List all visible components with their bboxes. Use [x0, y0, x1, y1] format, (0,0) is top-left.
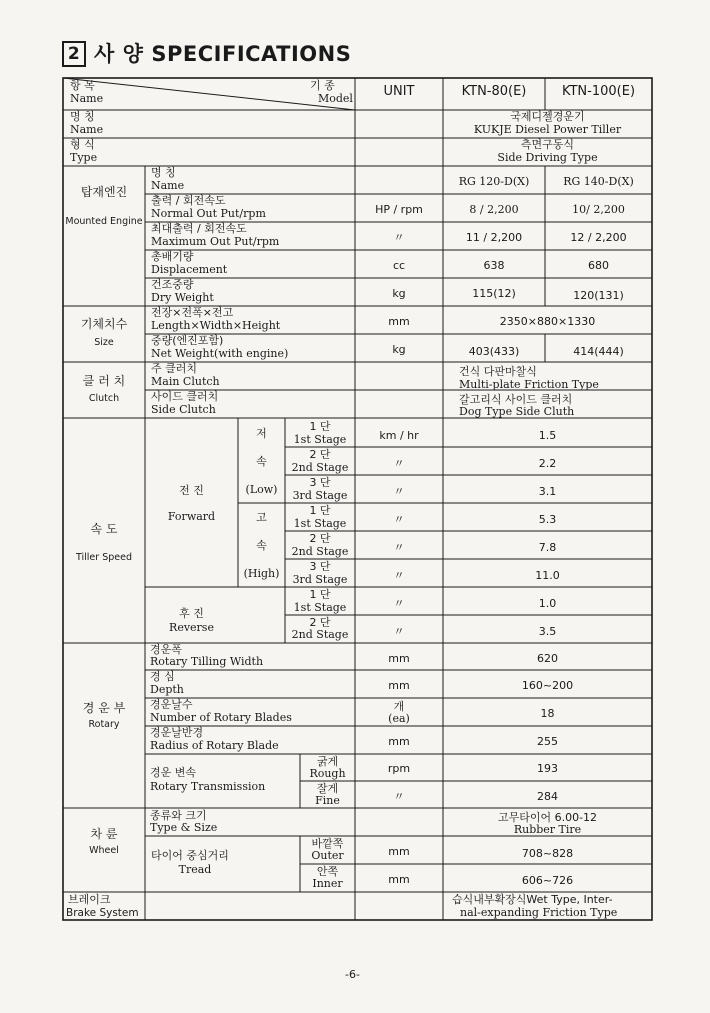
- brake-value-line-2: nal-expanding Friction Type: [460, 906, 618, 919]
- engine-name-english: Name: [151, 179, 185, 192]
- inner-korean: 안쪽: [316, 865, 339, 878]
- stage-unit: 〃: [393, 457, 405, 470]
- depth-korean: 경 심: [150, 670, 175, 683]
- tire-type-value-english: Rubber Tire: [513, 823, 582, 836]
- stage-label-korean: 3 단: [309, 476, 331, 489]
- section-number: 2: [62, 41, 86, 67]
- dimensions-english: Length×Width×Height: [151, 319, 281, 332]
- net-weight-english: Net Weight(with engine): [151, 347, 289, 360]
- displacement-korean: 총배기량: [151, 250, 194, 263]
- page-number: -6-: [345, 968, 360, 981]
- blades-value: 18: [540, 707, 555, 720]
- dry-weight-value-1: 115(12): [472, 287, 516, 300]
- stage-value: 3.5: [538, 625, 557, 638]
- low-korean-1: 저: [256, 427, 267, 440]
- size-group-korean: 기체치수: [80, 317, 128, 331]
- tilling-width-unit: mm: [388, 652, 410, 665]
- normal-output-value-2: 10/ 2,200: [572, 203, 625, 216]
- brake-korean: 브레이크: [68, 893, 111, 906]
- type-value-korean: 측면구동식: [520, 138, 575, 151]
- stage-label-english: 3rd Stage: [292, 489, 348, 502]
- engine-name-korean: 명 칭: [151, 166, 176, 179]
- size-group-english: Size: [94, 337, 114, 348]
- radius-korean: 경운날반경: [150, 726, 204, 739]
- stage-unit: 〃: [393, 597, 405, 610]
- tread-english: Tread: [178, 863, 212, 876]
- blades-unit-korean: 개: [393, 700, 405, 713]
- main-clutch-value-english: Multi-plate Friction Type: [459, 378, 599, 391]
- forward-english: Forward: [167, 510, 216, 523]
- displacement-unit: cc: [392, 259, 406, 272]
- stage-unit: 〃: [393, 513, 405, 526]
- depth-english: Depth: [150, 683, 184, 696]
- name-label-korean: 명 칭: [70, 110, 95, 123]
- stage-label-korean: 2 단: [309, 448, 331, 461]
- stage-unit: 〃: [393, 485, 405, 498]
- stage-value: 1.0: [538, 597, 557, 610]
- dimensions-korean: 전장×전폭×전고: [151, 306, 234, 319]
- forward-korean: 전 진: [179, 484, 204, 497]
- type-label-korean: 형 식: [70, 138, 95, 151]
- engine-group-english: Mounted Engine: [65, 216, 143, 227]
- tilling-width-korean: 경운폭: [150, 643, 182, 656]
- dry-weight-english: Dry Weight: [151, 291, 214, 304]
- inner-english: Inner: [312, 877, 343, 890]
- low-english: (Low): [245, 483, 278, 496]
- blades-unit-english: (ea): [388, 712, 410, 725]
- reverse-korean: 후 진: [179, 607, 204, 620]
- inner-value: 606~726: [521, 874, 574, 887]
- stage-unit: 〃: [393, 569, 405, 582]
- brake-english: Brake System: [66, 907, 139, 919]
- outer-value: 708~828: [521, 847, 574, 860]
- stage-label-korean: 1 단: [309, 504, 331, 517]
- stage-value: 7.8: [538, 541, 557, 554]
- net-weight-korean: 중량(엔진포함): [151, 334, 224, 347]
- normal-output-value-1: 8 / 2,200: [469, 203, 519, 216]
- tilling-width-english: Rotary Tilling Width: [150, 655, 264, 668]
- stage-label-english: 1st Stage: [293, 517, 347, 530]
- header-model-english: Model: [318, 92, 353, 105]
- max-output-unit: 〃: [393, 231, 405, 244]
- depth-value: 160~200: [521, 679, 574, 692]
- clutch-group-english: Clutch: [88, 393, 120, 404]
- name-label-english: Name: [70, 123, 104, 136]
- dry-weight-korean: 건조중량: [151, 278, 194, 291]
- displacement-value-1: 638: [483, 259, 505, 272]
- stage-label-english: 1st Stage: [293, 601, 347, 614]
- fine-english: Fine: [315, 794, 340, 807]
- speed-group-korean: 속 도: [90, 522, 118, 536]
- header-model-korean: 기 종: [310, 79, 335, 92]
- tire-type-korean: 종류와 크기: [150, 809, 207, 822]
- header-item-english: Name: [70, 92, 104, 105]
- net-weight-unit: kg: [392, 343, 406, 356]
- rough-unit: rpm: [387, 762, 411, 775]
- title-korean: 사 양: [94, 42, 144, 66]
- fine-unit: 〃: [393, 790, 405, 803]
- radius-unit: mm: [388, 735, 410, 748]
- engine-name-value-1: RG 120-D(X): [458, 175, 530, 188]
- stage-value: 3.1: [538, 485, 557, 498]
- blades-korean: 경운날수: [150, 698, 193, 711]
- dry-weight-value-2: 120(131): [573, 289, 624, 302]
- max-output-korean: 최대출력 / 회전속도: [151, 222, 247, 235]
- stage-value: 5.3: [538, 513, 557, 526]
- brake-value-line-1: 습식내부확장식Wet Type, Inter-: [452, 893, 613, 906]
- fine-value: 284: [537, 790, 558, 803]
- outer-korean: 바깥쪽: [311, 837, 344, 850]
- net-weight-value-1: 403(433): [468, 345, 520, 358]
- engine-group-korean: 탑재엔진: [80, 185, 128, 199]
- main-clutch-korean: 주 클러치: [151, 362, 198, 375]
- tire-type-value-korean: 고무타이어 6.00-12: [497, 811, 598, 824]
- stage-value: 1.5: [538, 429, 557, 442]
- radius-english: Radius of Rotary Blade: [150, 739, 279, 752]
- normal-output-english: Normal Out Put/rpm: [151, 207, 266, 220]
- stage-label-english: 2nd Stage: [291, 628, 349, 641]
- rotary-group-english: Rotary: [88, 719, 120, 730]
- wheel-group-english: Wheel: [89, 845, 119, 856]
- stage-label-korean: 3 단: [309, 560, 331, 573]
- dimensions-value: 2350×880×1330: [499, 315, 596, 328]
- side-clutch-value-korean: 갈고리식 사이드 클러치: [459, 393, 573, 406]
- header-model-1: KTN-80(E): [461, 84, 527, 99]
- type-value-english: Side Driving Type: [497, 151, 598, 164]
- max-output-english: Maximum Out Put/rpm: [151, 235, 280, 248]
- rotary-group-korean: 경 운 부: [82, 701, 126, 715]
- outer-unit: mm: [388, 845, 410, 858]
- stage-label-english: 3rd Stage: [292, 573, 348, 586]
- type-label-english: Type: [70, 151, 98, 164]
- transmission-english: Rotary Transmission: [150, 780, 266, 793]
- stage-label-korean: 1 단: [309, 588, 331, 601]
- engine-name-value-2: RG 140-D(X): [563, 175, 634, 188]
- blades-english: Number of Rotary Blades: [150, 711, 292, 724]
- depth-unit: mm: [388, 679, 410, 692]
- rough-korean: 굵게: [316, 755, 339, 768]
- displacement-value-2: 680: [588, 259, 609, 272]
- inner-unit: mm: [388, 873, 410, 886]
- title-english: SPECIFICATIONS: [151, 42, 352, 66]
- normal-output-unit: HP / rpm: [375, 203, 423, 216]
- fine-korean: 잘게: [316, 782, 339, 795]
- header-unit: UNIT: [383, 84, 415, 99]
- main-clutch-value-korean: 건식 다판마찰식: [459, 365, 537, 378]
- net-weight-value-2: 414(444): [573, 345, 624, 358]
- stage-label-english: 2nd Stage: [291, 545, 349, 558]
- name-value-korean: 국제디젤경운기: [510, 110, 585, 123]
- dimensions-unit: mm: [388, 315, 410, 328]
- tire-type-english: Type & Size: [150, 821, 218, 834]
- tread-korean: 타이어 중심거리: [151, 849, 229, 862]
- stage-unit: 〃: [393, 625, 405, 638]
- high-english: (High): [243, 567, 280, 580]
- rough-english: Rough: [309, 767, 346, 780]
- name-value-english: KUKJE Diesel Power Tiller: [473, 123, 622, 136]
- low-korean-2: 속: [256, 455, 267, 468]
- dry-weight-unit: kg: [392, 287, 406, 300]
- main-clutch-english: Main Clutch: [151, 375, 220, 388]
- wheel-group-korean: 차 륜: [90, 827, 118, 841]
- rough-value: 193: [537, 762, 558, 775]
- side-clutch-value-english: Dog Type Side Cluth: [459, 405, 575, 418]
- reverse-english: Reverse: [169, 621, 214, 634]
- speed-group-english: Tiller Speed: [76, 552, 132, 563]
- outer-english: Outer: [311, 849, 344, 862]
- max-output-value-2: 12 / 2,200: [570, 231, 627, 244]
- radius-value: 255: [537, 735, 558, 748]
- displacement-english: Displacement: [151, 263, 228, 276]
- side-clutch-korean: 사이드 클러치: [151, 390, 219, 403]
- header-item-korean: 항 목: [70, 79, 95, 92]
- normal-output-korean: 출력 / 회전속도: [151, 194, 226, 207]
- high-korean-2: 속: [256, 539, 267, 552]
- stage-unit: 〃: [393, 541, 405, 554]
- stage-label-korean: 1 단: [309, 420, 331, 433]
- side-clutch-english: Side Clutch: [151, 403, 216, 416]
- tilling-width-value: 620: [537, 652, 558, 665]
- stage-value: 2.2: [538, 457, 557, 470]
- stage-label-korean: 2 단: [309, 616, 331, 629]
- stage-value: 11.0: [535, 569, 560, 582]
- stage-unit: km / hr: [379, 429, 419, 442]
- clutch-group-korean: 클 러 치: [82, 374, 126, 388]
- stage-label-english: 2nd Stage: [291, 461, 349, 474]
- transmission-korean: 경운 변속: [150, 766, 197, 779]
- header-model-2: KTN-100(E): [561, 84, 636, 99]
- stage-label-korean: 2 단: [309, 532, 331, 545]
- max-output-value-1: 11 / 2,200: [465, 231, 523, 244]
- stage-label-english: 1st Stage: [293, 433, 347, 446]
- high-korean-1: 고: [256, 511, 267, 524]
